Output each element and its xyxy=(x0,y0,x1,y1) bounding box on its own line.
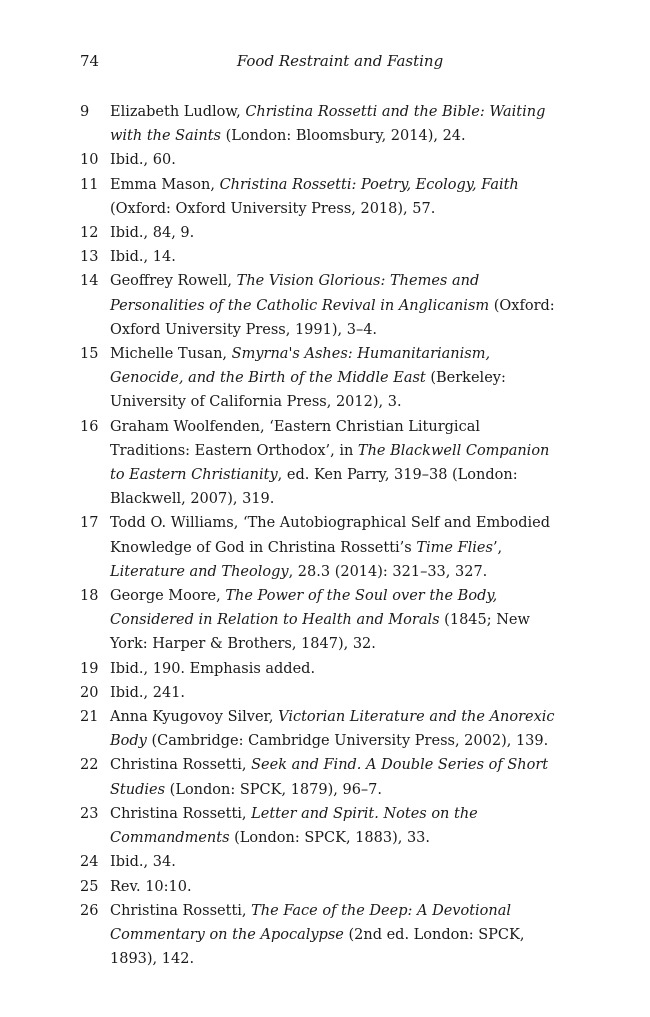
endnote-text-segment: (London: SPCK, 1879), 96–7. xyxy=(165,781,383,798)
endnote-number: 11 xyxy=(80,176,99,193)
endnote-text xyxy=(110,850,560,874)
endnote-text-segment: (Cambridge: Cambridge University Press, 2002), 139. xyxy=(146,733,549,750)
endnote-item xyxy=(80,342,560,415)
endnote-text-segment: Todd O. Williams, ‘The Autobiographical Self and Embodied Knowledge of God in Christina Rossetti’s xyxy=(110,515,551,556)
endnote-number: 16 xyxy=(80,418,99,435)
endnote-title-italic: Literature and Theology xyxy=(110,563,289,580)
endnote-item xyxy=(80,269,560,342)
endnote-title-italic: Victorian Literature and the Anorexic Body xyxy=(110,709,555,750)
endnote-text-segment: Ibid., 34. xyxy=(110,854,176,871)
endnote-text xyxy=(110,100,560,148)
endnote-item xyxy=(80,802,560,850)
endnote-number: 24 xyxy=(80,854,99,871)
endnote-item xyxy=(80,221,560,245)
endnote-text-segment: (Oxford: Oxford University Press, 2018), 57. xyxy=(110,200,436,217)
endnote-item xyxy=(80,245,560,269)
endnote-item xyxy=(80,753,560,801)
endnote-text-segment: (London: Bloomsbury, 2014), 24. xyxy=(221,128,466,145)
endnote-text xyxy=(110,415,560,512)
endnote-text xyxy=(110,705,560,753)
endnote-number: 23 xyxy=(80,805,99,822)
endnote-item xyxy=(80,657,560,681)
endnote-text xyxy=(110,802,560,850)
endnote-text xyxy=(110,221,560,245)
endnote-text-segment: , 28.3 (2014): 321–33, 327. xyxy=(288,563,488,580)
endnote-title-italic: The Face of the Deep: A Devotional Commentary on the Apocalypse xyxy=(110,902,512,943)
endnote-item xyxy=(80,584,560,657)
endnote-text xyxy=(110,148,560,172)
endnote-title-italic: Time Flies xyxy=(416,539,493,556)
endnote-text-segment: Geoffrey Rowell, xyxy=(110,273,237,290)
endnote-text xyxy=(110,269,560,342)
endnote-text-segment: ’, xyxy=(492,539,503,556)
endnote-number: 10 xyxy=(80,152,99,169)
endnote-item xyxy=(80,705,560,753)
page-number: 74 xyxy=(80,52,100,70)
running-title: Food Restraint and Fasting xyxy=(236,52,444,70)
endnote-text-segment: (London: SPCK, 1883), 33. xyxy=(229,830,431,847)
endnote-text-segment: (2nd ed. London: SPCK, 1893), 142. xyxy=(110,926,525,968)
endnote-item xyxy=(80,173,560,221)
endnote-title-italic: The Vision Glorious: Themes and Personalities of the Catholic Revival in Anglicanism xyxy=(110,273,490,314)
endnote-item xyxy=(80,899,560,972)
endnote-item xyxy=(80,148,560,172)
endnote-text-segment: , ed. Ken Parry, 319–38 (London: Blackwell, 2007), 319. xyxy=(110,467,518,508)
endnote-number: 13 xyxy=(80,249,99,266)
endnote-item xyxy=(80,875,560,899)
endnote-item xyxy=(80,850,560,874)
endnote-item xyxy=(80,100,560,148)
endnote-text-segment: Christina Rossetti, xyxy=(110,902,252,919)
endnote-number: 14 xyxy=(80,273,99,290)
endnote-number: 20 xyxy=(80,684,99,701)
page-header xyxy=(80,52,560,74)
endnote-text-segment: (Oxford: Oxford University Press, 1991), 3–4. xyxy=(110,297,555,338)
endnote-text-segment: Ibid., 190. Emphasis added. xyxy=(110,660,316,677)
endnote-text-segment: Anna Kyugovoy Silver, xyxy=(110,709,279,726)
endnote-text-segment: (Berkeley: University of California Press, 2012), 3. xyxy=(110,370,506,411)
endnote-item xyxy=(80,681,560,705)
endnote-text xyxy=(110,875,560,899)
endnote-text-segment: Ibid., 14. xyxy=(110,249,176,266)
endnote-text xyxy=(110,173,560,221)
endnote-number: 17 xyxy=(80,515,99,532)
endnote-number: 18 xyxy=(80,588,99,605)
endnote-item xyxy=(80,415,560,512)
endnote-number: 12 xyxy=(80,225,99,242)
endnote-item xyxy=(80,511,560,584)
endnote-title-italic: The Blackwell Companion to Eastern Christianity xyxy=(110,442,550,484)
endnote-text-segment: Graham Woolfenden, ‘Eastern Christian Liturgical Traditions: Eastern Orthodox’, in xyxy=(110,418,480,459)
endnote-text-segment: Ibid., 241. xyxy=(110,684,186,701)
endnote-title-italic: Christina Rossetti and the Bible: Waiting with the Saints xyxy=(110,104,546,145)
endnote-number: 26 xyxy=(80,902,99,919)
endnote-text-segment: Michelle Tusan, xyxy=(110,346,232,363)
endnote-text-segment: George Moore, xyxy=(110,588,226,605)
endnote-text xyxy=(110,584,560,657)
endnote-text xyxy=(110,753,560,801)
endnote-text xyxy=(110,342,560,415)
endnote-title-italic: Smyrna's Ashes: Humanitarianism, Genocide, and the Birth of the Middle East xyxy=(110,346,491,387)
endnote-number: 9 xyxy=(80,104,90,120)
endnote-title-italic: Christina Rossetti: Poetry, Ecology, Faith xyxy=(219,176,519,193)
endnote-text-segment: Ibid., 60. xyxy=(110,152,176,169)
endnote-text-segment: Christina Rossetti, xyxy=(110,757,252,774)
endnotes-list xyxy=(80,100,560,971)
endnote-number: 25 xyxy=(80,878,99,895)
endnote-text-segment: Rev. 10:10. xyxy=(110,878,192,895)
endnote-number: 22 xyxy=(80,757,99,774)
endnote-text-segment: (1845; New York: Harper & Brothers, 1847), 32. xyxy=(110,612,530,653)
endnote-text xyxy=(110,681,560,705)
endnote-text xyxy=(110,511,560,584)
endnote-title-italic: Seek and Find. A Double Series of Short Studies xyxy=(110,757,549,798)
endnote-number: 15 xyxy=(80,346,99,363)
endnote-text-segment: Elizabeth Ludlow, xyxy=(110,104,246,120)
endnote-text-segment: Ibid., 84, 9. xyxy=(110,225,195,242)
endnote-number: 21 xyxy=(80,709,99,726)
endnote-title-italic: Letter and Spirit. Notes on the Commandments xyxy=(110,805,478,847)
endnote-number: 19 xyxy=(80,660,99,677)
endnote-text xyxy=(110,245,560,269)
endnote-text xyxy=(110,899,560,972)
endnote-text-segment: Emma Mason, xyxy=(110,176,220,193)
endnote-text-segment: Christina Rossetti, xyxy=(110,805,252,822)
endnote-title-italic: The Power of the Soul over the Body, Considered in Relation to Health and Morals xyxy=(110,588,498,629)
endnote-text xyxy=(110,657,560,681)
